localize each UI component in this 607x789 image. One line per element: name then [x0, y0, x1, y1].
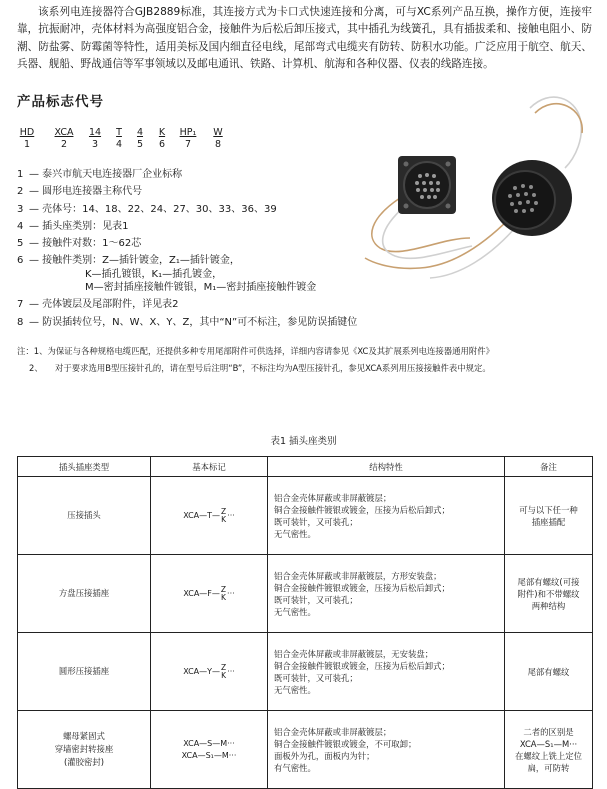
mark-suffix: ··· — [227, 511, 235, 520]
code-index: 8 — [214, 139, 222, 150]
feature-line: 铜合金接触件镀银或镀金，压接为后松后卸式； — [274, 582, 450, 593]
definition-number: 5 — [17, 238, 24, 250]
feature-line: 无气密性。 — [274, 684, 316, 695]
code-index: 5 — [136, 139, 144, 150]
column-header: 结构特性 — [268, 457, 505, 477]
table-row — [18, 477, 593, 555]
mark-prefix: XCA—Y— — [183, 667, 221, 676]
definition-number: 7 — [17, 299, 24, 311]
type-label: 方盘压接插座 — [58, 588, 110, 598]
column-header: 插头插座类型 — [18, 457, 151, 477]
note-cell — [505, 711, 593, 789]
mark-cell — [151, 555, 268, 633]
code-value: T — [116, 127, 122, 138]
intro-paragraph: 该系列电连接器符合GJB2889标准，其连接方式为卡口式快速连接和分离，可与XC系列产品互换，操作方便，连接牢靠，抗振耐冲，壳体材料为高强度铝合金，接触件为后松后卸压接式，其中插孔为线簧孔，具有插拔柔和、接触电阻小、防潮、防盐雾、防霉菌等特性，适用美标及国内细直径电线，尾部弯式电缆夹有防转、防积水功能。广泛应用于航空、航天、兵器、舰船、野战通信等军事领域以及邮电通讯、铁路、计算机、航海和各种仪器、仪表的线路连接。 — [17, 6, 592, 70]
definition-number: 4 — [17, 220, 24, 232]
note-line: 尾部有螺纹 — [527, 666, 570, 677]
mark-top: Z — [221, 506, 227, 516]
definition-number: 8 — [17, 316, 24, 328]
code-value: 14 — [88, 127, 102, 138]
code-value: 4 — [136, 127, 144, 138]
definition-text: — 防误插转位号，N、W、X、Y、Z，其中“N”可不标注，参见防误插键位 — [29, 316, 358, 328]
type-label: 圆形压接插座 — [58, 666, 110, 676]
code-index: 1 — [23, 139, 31, 150]
note-line: 两种结构 — [531, 600, 566, 611]
mark-stack — [221, 586, 226, 602]
mark-suffix: ··· — [227, 589, 235, 598]
connector-type-table — [17, 456, 593, 789]
code-value: XCA — [54, 127, 74, 138]
mark-prefix: XCA—F— — [183, 589, 220, 598]
mark-prefix: XCA—T— — [183, 511, 221, 520]
feature-line: 无气密性。 — [274, 528, 316, 539]
mark-top: Z — [221, 662, 227, 672]
definition-text: — 接触件类别：Z—插针镀金，Z₁—插针镀金， — [29, 255, 240, 267]
mark-top: Z — [220, 584, 227, 594]
table-row — [18, 633, 593, 711]
mark-bottom: K — [221, 514, 227, 524]
code-index: 4 — [115, 139, 123, 150]
mark-cell — [151, 633, 268, 711]
code-value: HP₁ — [179, 127, 197, 138]
code-value: W — [213, 127, 223, 138]
feature-line: 既可装针，又可装孔； — [274, 594, 358, 605]
code-index: 3 — [91, 139, 99, 150]
basic-mark: XCA—S—M··· — [183, 738, 235, 748]
definition-text: — 壳体号：14、18、22、24、27、30、33、36、39 — [29, 203, 277, 215]
code-segment — [17, 127, 37, 151]
column-header: 备注 — [505, 457, 593, 477]
code-segment — [87, 127, 103, 151]
note-cell — [505, 633, 593, 711]
type-cell — [18, 555, 151, 633]
definition-text: — 插头座类别：见表1 — [29, 220, 129, 232]
note-line: 可与以下任一种 — [519, 504, 578, 515]
feature-cell — [268, 555, 505, 633]
feature-line: 铝合金壳体屏蔽或非屏蔽镀层； — [274, 726, 392, 737]
code-segment — [177, 127, 199, 151]
mark-stack — [221, 664, 226, 680]
type-label: 螺母紧固式 — [63, 731, 105, 741]
table-title: 表1 插头座类别 — [270, 436, 337, 447]
type-cell — [18, 711, 151, 789]
definition-text: M—密封插座接触件镀银，M₁—密封插座接触件镀金 — [85, 282, 317, 294]
definition-text: — 泰兴市航天电连接器厂企业标称 — [29, 169, 183, 180]
code-index: 2 — [60, 139, 68, 150]
notes — [17, 343, 494, 377]
definition-number: 1 — [17, 169, 24, 180]
code-index: 7 — [184, 139, 192, 150]
basic-mark — [183, 508, 235, 524]
note-label: 注：1、 — [17, 346, 48, 356]
basic-mark: XCA—S₁—M··· — [181, 750, 237, 760]
table-row — [18, 555, 593, 633]
feature-line: 铝合金壳体屏蔽或非屏蔽镀层，无安装盘； — [274, 648, 434, 659]
table-row — [18, 711, 593, 789]
definition-text: — 圆形电连接器主称代号 — [29, 186, 143, 198]
note-line: 插座插配 — [531, 516, 566, 527]
type-label: (灌胶密封) — [63, 757, 105, 767]
feature-line: 铜合金接触件镀银或镀金，压接为后松后卸式； — [274, 504, 450, 515]
feature-line: 有气密性。 — [274, 762, 316, 773]
feature-cell — [268, 477, 505, 555]
code-value: HD — [19, 127, 35, 138]
code-segment — [156, 127, 168, 151]
basic-mark — [183, 586, 234, 602]
note-label: 2、 — [29, 363, 43, 373]
code-segment — [211, 127, 225, 151]
definition-number: 3 — [17, 203, 24, 215]
mark-cell — [151, 711, 268, 789]
feature-line: 铝合金壳体屏蔽或非屏蔽镀层； — [274, 492, 392, 503]
table-header-row — [18, 457, 593, 477]
feature-line: 铜合金接触件镀银或镀金，不可取卸； — [274, 738, 417, 749]
definition-text: — 壳体镀层及尾部附件，详见表2 — [29, 299, 179, 311]
feature-line: 面板外为孔，面板内为针； — [274, 750, 375, 761]
definition-text: K—插孔镀银，K₁—插孔镀金， — [85, 268, 223, 280]
code-value: K — [158, 127, 166, 138]
definition-number: 2 — [17, 186, 24, 198]
definition-text: — 接触件对数：1～62芯 — [29, 238, 142, 250]
code-segment — [134, 127, 146, 151]
feature-cell — [268, 711, 505, 789]
type-cell — [18, 633, 151, 711]
note-item — [17, 343, 494, 360]
type-cell — [18, 477, 151, 555]
feature-line: 既可装针，又可装孔； — [274, 672, 358, 683]
note-line: 二者的区别是 — [523, 726, 574, 737]
note-line: 在螺纹上铣上定位 — [515, 750, 582, 761]
mark-stack — [221, 508, 226, 524]
note-cell — [505, 477, 593, 555]
feature-cell — [268, 633, 505, 711]
note-item — [17, 360, 494, 377]
note-cell — [505, 555, 593, 633]
note-line: XCA—S₁—M··· — [519, 738, 578, 749]
type-label: 压接插头 — [67, 510, 101, 520]
note-line: 附件)和不带螺纹 — [517, 588, 580, 599]
connector-product-photo — [360, 88, 590, 283]
feature-line: 无气密性。 — [274, 606, 316, 617]
section-title: 产品标志代号 — [17, 94, 104, 110]
note-text: 对于要求选用B型压接针孔的，请在型号后注明“B”，不标注均为A型压接针孔，参见XCA系列用压接接触件表中规定。 — [55, 363, 491, 373]
note-line: 扁，可防转 — [527, 762, 570, 773]
feature-line: 铜合金接触件镀银或镀金，压接为后松后卸式； — [274, 660, 450, 671]
code-index: 6 — [158, 139, 166, 150]
definition-number: 6 — [17, 255, 24, 267]
feature-line: 既可装针，又可装孔； — [274, 516, 358, 527]
mark-bottom: K — [221, 592, 226, 602]
note-text: 为保证与各种规格电缆匹配，还提供多种专用尾部附件可供选择，详细内容请参见《XC及其扩展系列电连接器通用附件》 — [47, 346, 494, 356]
mark-cell — [151, 477, 268, 555]
column-header: 基本标记 — [151, 457, 268, 477]
type-label: 穿墙密封转接座 — [54, 744, 114, 754]
mark-bottom: K — [221, 670, 227, 680]
mark-suffix: ··· — [227, 667, 235, 676]
code-segment — [113, 127, 125, 151]
feature-line: 铝合金壳体屏蔽或非屏蔽镀层，方形安装盘； — [274, 570, 442, 581]
basic-mark — [183, 664, 235, 680]
code-segment — [50, 127, 78, 151]
note-line: 尾部有螺纹(可接 — [517, 576, 580, 587]
